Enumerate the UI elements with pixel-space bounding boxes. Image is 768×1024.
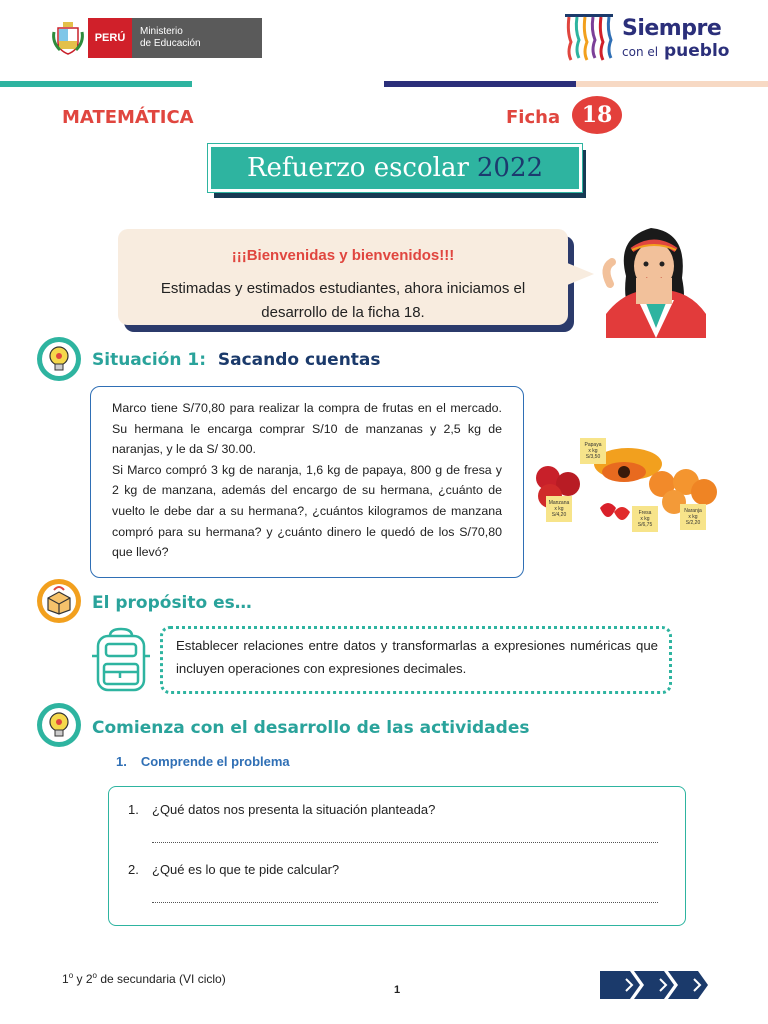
problem-paragraph-1: Marco tiene S/70,80 para realizar la compra de frutas en el mercado. Su hermana le encarga comprar S/10 de manzanas y 2,5 kg de naranjas, y le da S/ 30.00. xyxy=(112,401,502,457)
gift-box-icon xyxy=(36,578,82,624)
grade-second: 2 xyxy=(85,972,93,986)
subject-title: MATEMÁTICA xyxy=(62,107,194,128)
ministry-line-2: de Educación xyxy=(140,38,201,49)
papaya-tag-price: S/3,50 xyxy=(585,454,601,460)
naranja-tag-unit: x kg xyxy=(688,514,698,520)
banner-text: Refuerzo escolar xyxy=(246,153,469,183)
grade-first: 1 xyxy=(62,972,69,986)
ministry-line-1: Ministerio xyxy=(140,26,183,37)
purpose-text: Establecer relaciones entre datos y transformarlas a expresiones numéricas que incluyen operaciones con expresiones decimales. xyxy=(176,638,658,676)
welcome-line-2: desarrollo de la ficha 18. xyxy=(261,304,425,321)
welcome-line-1: Estimadas y estimados estudiantes, ahora iniciamos el xyxy=(160,280,526,297)
problem-paragraph-2: Si Marco compró 3 kg de naranja, 1,6 kg de papaya, 800 g de fresa y 2 kg de manzana, además del encargo de su hermana, ¿cuánto de vuelto le debe dar a su hermana?, ¿cuántos kilogramos de manzana compró para su hermana? y ¿cuánto dinero le quedó de los S/70,80 que llevó? xyxy=(112,462,502,560)
refuerzo-banner xyxy=(208,144,582,192)
problem-text xyxy=(112,398,502,563)
papaya-tag-unit: x kg xyxy=(588,448,598,454)
header-stripe xyxy=(0,81,768,87)
answer-line-1[interactable] xyxy=(152,842,658,843)
answer-line-2[interactable] xyxy=(152,902,658,903)
naranja-tag-name: Naranja xyxy=(684,508,702,514)
manzana-tag-name: Manzana xyxy=(548,500,570,506)
peru-label: PERÚ xyxy=(88,18,132,58)
manzana-tag-price: S/4,20 xyxy=(551,512,567,518)
step-title xyxy=(116,754,290,769)
lightbulb-icon xyxy=(36,702,82,748)
peru-coat-of-arms-icon xyxy=(50,18,86,58)
ficha-label: Ficha xyxy=(506,107,561,128)
ministry-label xyxy=(132,18,262,58)
question-1-text: ¿Qué datos nos presenta la situación planteada? xyxy=(152,802,436,817)
slogan-small: con el xyxy=(622,45,659,59)
minedu-logo xyxy=(88,18,262,58)
step-label: Comprende el problema xyxy=(140,754,290,769)
step-number: 1. xyxy=(116,754,127,769)
ficha-number-badge: 18 xyxy=(572,96,622,134)
grade-second-ordinal: o xyxy=(92,971,97,980)
chevron-arrows-icon xyxy=(600,971,710,999)
siempre-con-el-pueblo-icon xyxy=(563,12,615,62)
question-2-number: 2. xyxy=(128,862,139,877)
page-number: 1 xyxy=(394,984,401,996)
grade-tail: de secundaria (VI ciclo) xyxy=(100,972,226,986)
fresa-tag-unit: x kg xyxy=(640,516,650,522)
activities-heading: Comienza con el desarrollo de las actividades xyxy=(92,718,530,738)
welcome-title: ¡¡¡Bienvenidas y bienvenidos!!! xyxy=(231,247,455,264)
situation-label: Situación 1: xyxy=(92,350,207,370)
banner-year: 2022 xyxy=(476,153,544,183)
naranja-tag-price: S/2,20 xyxy=(685,520,701,526)
grade-label xyxy=(62,971,226,986)
slogan-sub xyxy=(622,41,729,61)
backpack-icon xyxy=(90,626,152,694)
teacher-illustration-icon xyxy=(596,218,716,338)
question-1-number: 1. xyxy=(128,802,139,817)
fruit-prices-illustration xyxy=(528,436,726,536)
question-2 xyxy=(128,862,339,877)
slogan-big: pueblo xyxy=(664,41,730,61)
manzana-tag-unit: x kg xyxy=(554,506,564,512)
question-1 xyxy=(128,802,435,817)
welcome-text xyxy=(118,277,568,325)
welcome-bubble xyxy=(118,229,568,325)
slogan-main: Siempre xyxy=(622,16,722,41)
fresa-tag-name: Fresa xyxy=(638,510,652,516)
lightbulb-icon xyxy=(36,336,82,382)
papaya-tag-name: Papaya xyxy=(584,442,602,448)
grade-connector: y xyxy=(76,972,83,986)
fresa-tag-price: S/6,75 xyxy=(637,522,653,528)
situation-heading xyxy=(92,350,381,370)
question-2-text: ¿Qué es lo que te pide calcular? xyxy=(152,862,340,877)
purpose-heading: El propósito es… xyxy=(92,593,252,613)
situation-title: Sacando cuentas xyxy=(217,350,381,370)
grade-first-ordinal: o xyxy=(68,971,74,980)
